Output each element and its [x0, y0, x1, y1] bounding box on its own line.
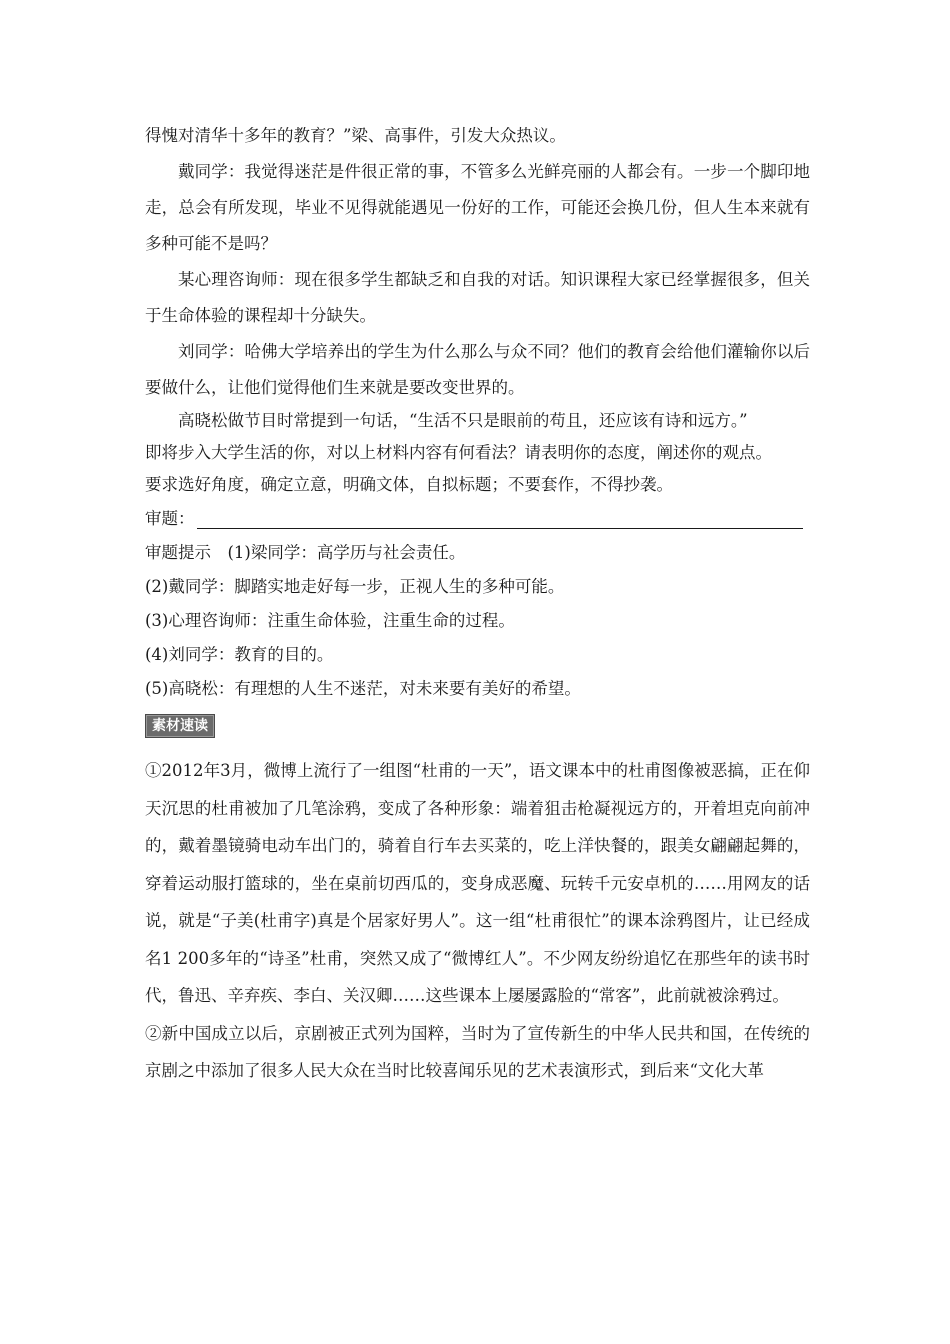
hint-line: (5)高晓松：有理想的人生不迷茫，对未来要有美好的希望。	[145, 679, 581, 698]
materials-section	[145, 752, 810, 1090]
intro-paragraph: 某心理咨询师：现在很多学生都缺乏和自我的对话。知识课程大家已经掌握很多，但关于生命体验的课程却十分缺失。	[145, 270, 810, 325]
hint-line: (4)刘同学：教育的目的。	[145, 645, 334, 664]
intro-paragraph: 戴同学：我觉得迷茫是件很正常的事，不管多么光鲜亮丽的人都会有。一步一个脚印地走，总会有所发现，毕业不见得就能遇见一份好的工作，可能还会换几份，但人生本来就有多种可能不是吗？	[145, 162, 810, 253]
section-tag-wrap	[145, 714, 810, 740]
intro-paragraph: 得愧对清华十多年的教育？”梁、高事件，引发大众热议。	[145, 126, 566, 145]
document-page	[145, 118, 810, 1090]
intro-paragraph: 高晓松做节目时常提到一句话，“生活不只是眼前的苟且，还应该有诗和远方。”	[178, 411, 748, 430]
analysis-answer-row	[145, 502, 810, 536]
hint-line: (3)心理咨询师：注重生命体验，注重生命的过程。	[145, 611, 515, 630]
hints-section	[145, 536, 810, 706]
material-paragraph: ②新中国成立以后，京剧被正式列为国粹，当时为了宣传新生的中华人民共和国，在传统的京剧之中添加了很多人民大众在当时比较喜闻乐见的艺术表演形式，到后来“文化大革	[145, 1023, 810, 1080]
analysis-label: 审题：	[145, 509, 195, 528]
intro-paragraph: 刘同学：哈佛大学培养出的学生为什么那么与众不同？他们的教育会给他们灌输你以后要做什么，让他们觉得他们生来就是要改变世界的。	[145, 342, 810, 397]
task-line: 要求选好角度，确定立意，明确文体，自拟标题；不要套作，不得抄袭。	[145, 475, 673, 494]
task-line: 即将步入大学生活的你，对以上材料内容有何看法？请表明你的态度，阐述你的观点。	[145, 443, 772, 462]
task-section	[145, 436, 810, 502]
intro-section	[145, 118, 810, 438]
material-paragraph: ①2012年3月，微博上流行了一组图“杜甫的一天”，语文课本中的杜甫图像被恶搞，正在仰天沉思的杜甫被加了几笔涂鸦，变成了各种形象：端着狙击枪凝视远方的，开着坦克向前冲的，戴着墨镜骑电动车出门的，骑着自行车去买菜的，吃上洋快餐的，跟美女翩翩起舞的，穿着运动服打篮球的，坐在桌前切西瓜的，变身成恶魔、玩转千元安卓机的……用网友的话说，就是“子美(杜甫字)真是个居家好男人”。这一组“杜甫很忙”的课本涂鸦图片，让已经成名1 200多年的“诗圣”杜甫，突然又成了“微博红人”。不少网友纷纷追忆在那些年的读书时代，鲁迅、辛弃疾、李白、关汉卿……这些课本上屡屡露脸的“常客”，此前就被涂鸦过。	[145, 761, 810, 1005]
hint-line: (2)戴同学：脚踏实地走好每一步，正视人生的多种可能。	[145, 577, 565, 596]
section-tag: 素材速读	[145, 714, 215, 738]
hint-line: 审题提示 (1)梁同学：高学历与社会责任。	[145, 543, 466, 562]
analysis-answer-blank[interactable]	[197, 508, 803, 529]
